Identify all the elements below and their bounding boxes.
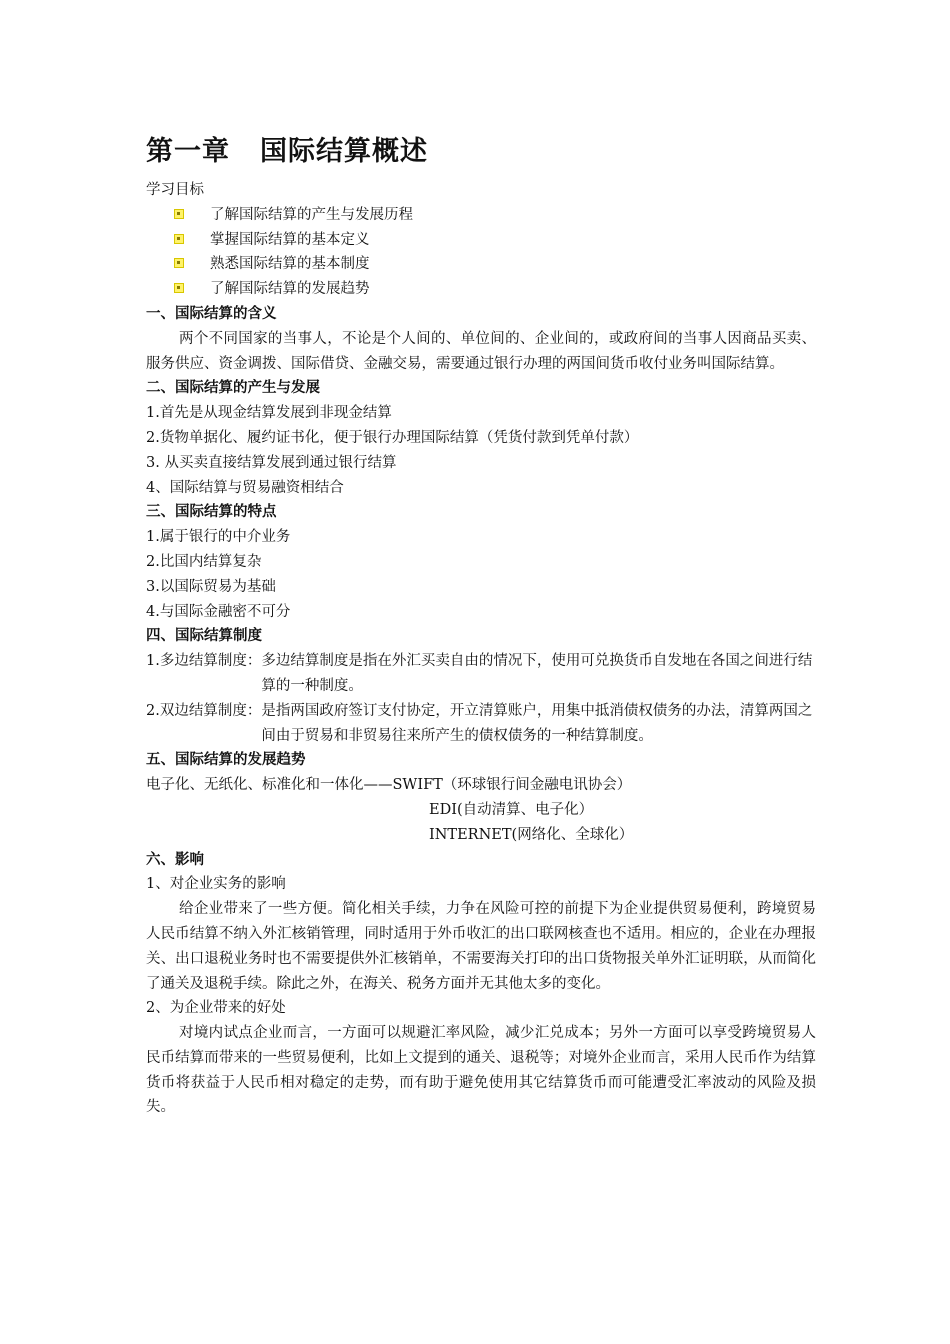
- objective-item: 了解国际结算的发展趋势: [146, 277, 816, 302]
- objectives-label: 学习目标: [146, 182, 204, 198]
- chapter-number: 第一章: [146, 136, 230, 167]
- list-item: 3.以国际贸易为基础: [146, 578, 276, 595]
- definition-multilateral: [146, 649, 816, 699]
- list-item: 4.与国际金融密不可分: [146, 603, 291, 620]
- section-1-paragraph: 两个不同国家的当事人，不论是个人间的、单位间的、企业间的，或政府间的当事人因商品买卖、服务供应、资金调拨、国际借贷、金融交易，需要通过银行办理的两国间货币收付业务叫国际结算。: [146, 330, 816, 372]
- square-bullet-icon: [174, 234, 184, 244]
- section-heading-2: 二、国际结算的产生与发展: [146, 380, 320, 397]
- document-page: [146, 128, 816, 1120]
- chapter-title: [146, 132, 816, 172]
- list-item: 2.比国内结算复杂: [146, 553, 262, 570]
- subheading-impact: 1、对企业实务的影响: [146, 876, 286, 893]
- definition-label: 1.多边结算制度：: [146, 653, 262, 670]
- square-bullet-icon: [174, 283, 184, 293]
- section-heading-6: 六、影响: [146, 851, 204, 868]
- list-item: 4、国际结算与贸易融资相结合: [146, 479, 344, 496]
- benefits-paragraph: 对境内试点企业而言，一方面可以规避汇率风险，减少汇兑成本；另外一方面可以享受跨境贸易人民币结算而带来的一些贸易便利，比如上文提到的通关、退税等；对境外企业而言，采用人民币作为结算货币将获益于人民币相对稳定的走势，而有助于避免使用其它结算货币而可能遭受汇率波动的风险及损失。: [146, 1025, 816, 1116]
- objective-item: 掌握国际结算的基本定义: [146, 228, 816, 253]
- objective-item: 熟悉国际结算的基本制度: [146, 252, 816, 277]
- trend-line-edi: EDI(自动清算、电子化）: [429, 801, 594, 818]
- definition-text: 多边结算制度是指在外汇买卖自由的情况下，使用可兑换货币自发地在各国之间进行结算的一种制度。: [261, 653, 813, 694]
- objective-item: 了解国际结算的产生与发展历程: [146, 203, 816, 228]
- trend-line-internet: INTERNET(网络化、全球化）: [429, 826, 634, 843]
- section-heading-5: 五、国际结算的发展趋势: [146, 752, 306, 769]
- list-item: 1.属于银行的中介业务: [146, 529, 291, 546]
- chapter-title-text: 国际结算概述: [260, 136, 428, 167]
- section-heading-1: 一、国际结算的含义: [146, 305, 277, 322]
- subheading-benefits: 2、为企业带来的好处: [146, 1000, 286, 1017]
- list-item: 2.货物单据化、履约证书化，便于银行办理国际结算（凭货付款到凭单付款）: [146, 429, 639, 446]
- list-item: 1.首先是从现金结算发展到非现金结算: [146, 405, 392, 422]
- trend-line-swift: 电子化、无纸化、标准化和一体化——SWIFT（环球银行间金融电讯协会）: [146, 777, 632, 794]
- definition-label: 2.双边结算制度：: [146, 702, 262, 719]
- section-heading-3: 三、国际结算的特点: [146, 504, 277, 521]
- section-heading-4: 四、国际结算制度: [146, 628, 262, 645]
- list-item: 3. 从买卖直接结算发展到通过银行结算: [146, 454, 397, 471]
- definition-bilateral: [146, 699, 816, 749]
- impact-paragraph: 给企业带来了一些方便。简化相关手续，力争在风险可控的前提下为企业提供贸易便利，跨境贸易人民币结算不纳入外汇核销管理，同时适用于外币收汇的出口联网核查也不适用。相应的，企业在办理报关、出口退税业务时也不需要提供外汇核销单，不需要海关打印的出口货物报关单外汇证明联，从而简化了通关及退税手续。除此之外，在海关、税务方面并无其他太多的变化。: [146, 901, 816, 992]
- square-bullet-icon: [174, 258, 184, 268]
- square-bullet-icon: [174, 209, 184, 219]
- definition-text: 是指两国政府签订支付协定，开立清算账户，用集中抵消债权债务的办法，清算两国之间由于贸易和非贸易往来所产生的债权债务的一种结算制度。: [261, 702, 813, 744]
- objectives-list: [146, 203, 816, 302]
